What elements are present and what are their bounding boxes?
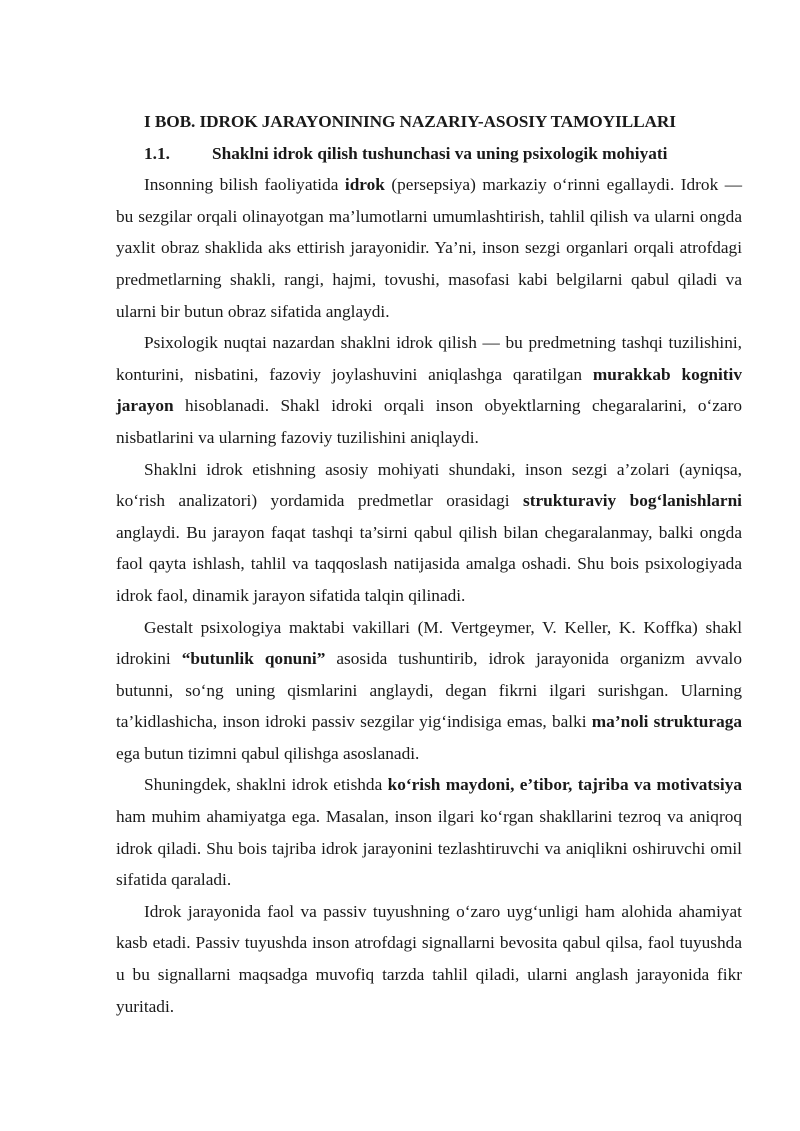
paragraph-text: Insonning bilish faoliyatida — [144, 175, 345, 195]
paragraph-3 — [116, 454, 742, 612]
paragraph-6 — [116, 896, 742, 1022]
paragraph-text: (persepsiya) markaziy o‘rinni egallaydi. Idrok — bu sezgilar orqali olinayotgan ma’lumotlarni umumlashtirish, tahlil qilish va ularni ongda yaxlit obraz shaklida aks ettirish jarayonidir. Ya’ni, inson sezgi organlari orqali atrofdagi predmetlarning shakli, rangi, hajmi, tovushi, masofasi kabi belgilarni qabul qiladi va ularni bir butun obraz sifatida anglaydi. — [116, 175, 742, 321]
paragraph-text: Psixologik nuqtai nazardan shaklni idrok qilish — bu predmetning tashqi tuzilishini, konturini, nisbatini, fazoviy joylashuvini aniqlashga qaratilgan — [116, 333, 742, 384]
paragraph-text: hisoblanadi. Shakl idroki orqali inson obyektlarning chegaralarini, o‘zaro nisbatlarini va ularning fazoviy tuzilishini aniqlaydi. — [116, 396, 742, 447]
paragraph-text: asosida tushuntirib, idrok jarayonida organizm avvalo butunni, so‘ng uning qismlarini anglaydi, degan fikrni ilgari surishgan. Ularning ta’kidlashicha, inson idroki passiv sezgilar yig‘indisiga emas, balki — [116, 649, 742, 732]
bold-term: “butunlik qonuni” — [181, 649, 326, 669]
bold-term: murakkab kognitiv jarayon — [116, 364, 742, 416]
page-content — [116, 106, 742, 1022]
paragraph-2 — [116, 327, 742, 453]
paragraph-text: anglaydi. Bu jarayon faqat tashqi ta’sirni qabul qilish bilan chegaralanmay, balki ongda faol qayta ishlash, tahlil va taqqoslash natijasida amalga oshadi. Shu bois psixologiyada idrok faol, dinamik jarayon sifatida talqin qilinadi. — [116, 522, 742, 605]
paragraph-text: Shuningdek, shaklni idrok etishda — [144, 775, 388, 795]
bold-term: ko‘rish maydoni, e’tibor, tajriba va motivatsiya — [387, 775, 742, 795]
bold-term: strukturaviy bog‘lanishlarni — [523, 491, 742, 511]
paragraph-text: Shaklni idrok etishning asosiy mohiyati shundaki, inson sezgi a’zolari (ayniqsa, ko‘rish analizatori) yordamida predmetlar orasidagi — [116, 459, 742, 511]
paragraph-4 — [116, 612, 742, 770]
paragraph-text: Idrok jarayonida faol va passiv tuyushning o‘zaro uyg‘unligi ham alohida ahamiyat kasb etadi. Passiv tuyushda inson atrofdagi signallarni bevosita qabul qilsa, faol tuyushda u bu signallarni maqsadga muvofiq tarzda tahlil qiladi, ularni anglash jarayonida fikr yuritadi. — [116, 901, 742, 1016]
section-title: Shaklni idrok qilish tushunchasi va uning psixologik mohiyati — [212, 143, 668, 163]
paragraph-1 — [116, 169, 742, 327]
section-number: 1.1. — [144, 143, 170, 163]
section-heading — [116, 138, 742, 170]
paragraph-text: ham muhim ahamiyatga ega. Masalan, inson ilgari ko‘rgan shakllarini tezroq va aniqroq idrok qiladi. Shu bois tajriba idrok jarayonini tezlashtiruvchi va aniqlikni oshiruvchi omil sifatida qaraladi. — [116, 807, 742, 890]
paragraph-text: Gestalt psixologiya maktabi vakillari (M. Vertgeymer, V. Keller, K. Koffka) shakl idrokini — [116, 617, 742, 669]
paragraph-5 — [116, 769, 742, 895]
paragraph-text: ega butun tizimni qabul qilishga asoslanadi. — [116, 743, 420, 763]
chapter-title: I BOB. IDROK JARAYONINING NAZARIY-ASOSIY TAMOYILLARI — [144, 112, 676, 131]
bold-term: idrok — [344, 175, 385, 195]
bold-term: ma’noli strukturaga — [591, 712, 742, 732]
